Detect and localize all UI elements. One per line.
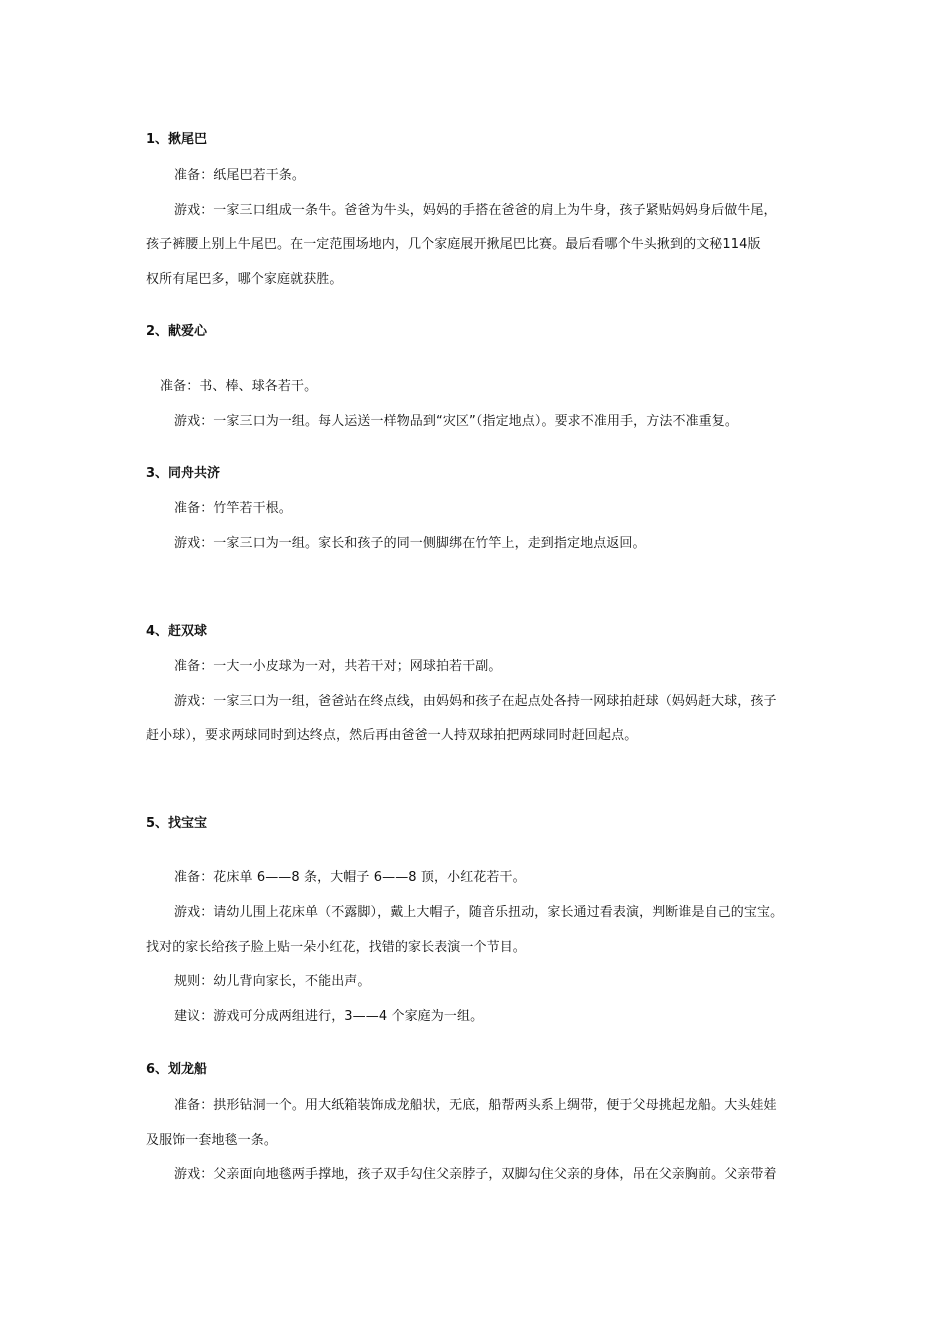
section-6-line: 及服饰一套地毯一条。 [146, 1133, 278, 1148]
section-6-line: 准备：拱形钻洞一个。用大纸箱装饰成龙船状，无底，船帮两头系上绸带，便于父母挑起龙船。大头娃娃 [174, 1098, 777, 1113]
section-1-line: 游戏：一家三口组成一条牛。爸爸为牛头，妈妈的手搭在爸爸的肩上为牛身，孩子紧贴妈妈身后做牛尾， [174, 203, 777, 218]
section-2-line: 准备：书、棒、球各若干。 [160, 379, 318, 394]
section-6-heading: 6、划龙船 [146, 1062, 208, 1077]
section-4-heading: 4、赶双球 [146, 624, 208, 639]
section-5-line: 游戏：请幼儿围上花床单（不露脚），戴上大帽子，随音乐扭动，家长通过看表演，判断谁是自己的宝宝。 [174, 905, 784, 920]
section-4-line: 赶小球），要求两球同时到达终点，然后再由爸爸一人持双球拍把两球同时赶回起点。 [146, 728, 638, 743]
section-1-heading: 1、揪尾巴 [146, 132, 208, 147]
section-5-line: 建议：游戏可分成两组进行，3——4 个家庭为一组。 [174, 1009, 484, 1024]
section-1-line: 准备：纸尾巴若干条。 [174, 168, 306, 183]
section-4-line: 准备：一大一小皮球为一对，共若干对；网球拍若干副。 [174, 659, 502, 674]
section-5-line: 找对的家长给孩子脸上贴一朵小红花，找错的家长表演一个节目。 [146, 940, 526, 955]
section-3-line: 游戏：一家三口为一组。家长和孩子的同一侧脚绑在竹竿上，走到指定地点返回。 [174, 536, 646, 551]
section-5-line: 规则：幼儿背向家长，不能出声。 [174, 974, 371, 989]
section-2-heading: 2、献爱心 [146, 324, 208, 339]
section-6-line: 游戏：父亲面向地毯两手撑地，孩子双手勾住父亲脖子，双脚勾住父亲的身体，吊在父亲胸前。父亲带着 [174, 1167, 777, 1182]
section-4-line: 游戏：一家三口为一组，爸爸站在终点线，由妈妈和孩子在起点处各持一网球拍赶球（妈妈赶大球，孩子 [174, 694, 777, 709]
section-1-line: 权所有尾巴多，哪个家庭就获胜。 [146, 272, 343, 287]
section-5-heading: 5、找宝宝 [146, 816, 208, 831]
section-3-line: 准备：竹竿若干根。 [174, 501, 292, 516]
section-5-line: 准备：花床单 6——8 条，大帽子 6——8 顶，小红花若干。 [174, 870, 526, 885]
section-2-line: 游戏：一家三口为一组。每人运送一样物品到“灾区”（指定地点）。要求不准用手，方法不准重复。 [174, 414, 738, 429]
section-3-heading: 3、同舟共济 [146, 466, 221, 481]
section-1-line: 孩子裤腰上别上牛尾巴。在一定范围场地内，几个家庭展开揪尾巴比赛。最后看哪个牛头揪到的文秘114版 [146, 237, 761, 252]
